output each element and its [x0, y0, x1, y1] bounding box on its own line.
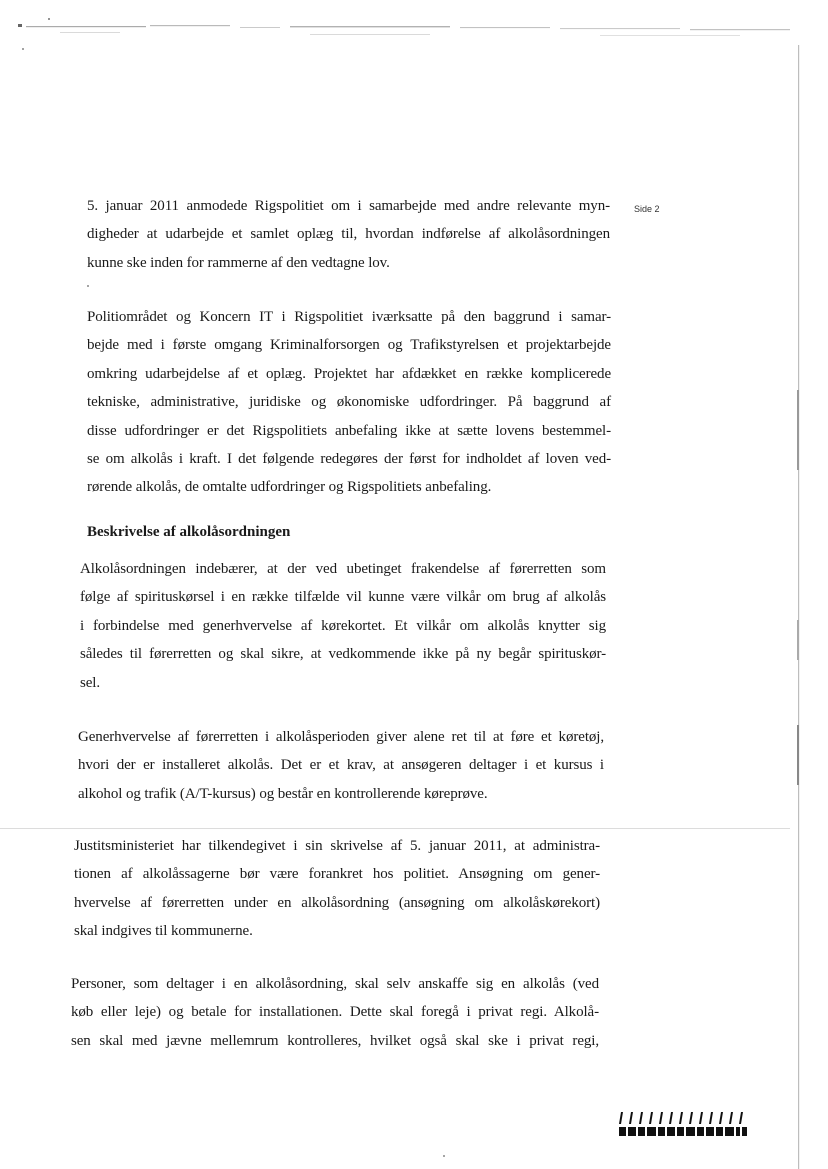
- paragraph-1: [87, 192, 610, 277]
- text-line: køb eller leje) og betale for installationen. Dette skal foregå i privat regi. Alkolå-: [71, 1004, 599, 1021]
- barcode-mark: [618, 1110, 748, 1140]
- text-line: i forbindelse med generhvervelse af kørekortet. Et vilkår om alkolås knytter sig: [80, 617, 606, 634]
- paragraph-5: [74, 832, 600, 946]
- scan-dot: [443, 1155, 445, 1157]
- text-line: tionen af alkolåssagerne bør være forankret hos politiet. Ansøgning om gener-: [74, 866, 600, 883]
- text-line: sen skal med jævne mellemrum kontrolleres, hvilket også skal ske i privat regi,: [71, 1032, 599, 1049]
- page-number-label: Side 2: [634, 204, 660, 214]
- text-line: således til førerretten og skal sikre, at vedkommende ikke på ny begår spirituskør-: [80, 646, 606, 663]
- scan-line-artifact: [0, 828, 790, 829]
- text-line: kunne ske inden for rammerne af den vedtagne lov.: [87, 254, 390, 271]
- text-line: bejde med i første omgang Kriminalforsorgen og Trafikstyrelsen et projektarbejde: [87, 337, 611, 354]
- paragraph-3: [80, 555, 606, 697]
- scan-edge-right: [796, 45, 802, 1169]
- text-line: hvervelse af førerretten under en alkolåsordning (ansøgning om alkolåskørekort): [74, 894, 600, 911]
- text-line: Justitsministeriet har tilkendegivet i sin skrivelse af 5. januar 2011, at administra-: [74, 838, 600, 854]
- scan-dot: [87, 285, 89, 287]
- text-line: skal indgives til kommunerne.: [74, 923, 253, 940]
- paragraph-2: [87, 303, 611, 502]
- text-line: følge af spirituskørsel i en række tilfælde vil kunne være vilkår om brug af alkolås: [80, 589, 606, 606]
- text-line: rørende alkolås, de omtalte udfordringer og Rigspolitiets anbefaling.: [87, 479, 492, 496]
- text-line: Personer, som deltager i en alkolåsordning, skal selv anskaffe sig en alkolås (ved: [71, 976, 599, 992]
- text-line: sel.: [80, 674, 101, 691]
- text-line: Politiområdet og Koncern IT i Rigspolitiet iværksatte på den baggrund i samar-: [87, 309, 611, 325]
- text-line: digheder at udarbejde et samlet oplæg til, hvordan indførelse af alkolåsordningen: [87, 226, 610, 243]
- text-line: disse udfordringer er det Rigspolitiets anbefaling ikke at sætte lovens bestemmel-: [87, 422, 611, 439]
- text-line: 5. januar 2011 anmodede Rigspolitiet om i samarbejde med andre relevante myn-: [87, 198, 610, 214]
- section-heading: Beskrivelse af alkolåsordningen: [87, 524, 291, 540]
- text-line: tekniske, administrative, juridiske og økonomiske udfordringer. På baggrund af: [87, 394, 611, 411]
- paragraph-6: [71, 970, 599, 1055]
- text-line: Generhvervelse af førerretten i alkolåsperioden giver alene ret til at føre et køretøj,: [78, 729, 604, 745]
- scan-noise-top: [0, 18, 828, 58]
- text-line: hvori der er installeret alkolås. Det er et krav, at ansøgeren deltager i et kursus i: [78, 757, 604, 774]
- text-line: Alkolåsordningen indebærer, at der ved ubetinget frakendelse af førerretten som: [80, 561, 606, 577]
- paragraph-4: [78, 723, 604, 808]
- text-line: omkring udarbejdelse af et oplæg. Projektet har afdækket en række komplicerede: [87, 365, 611, 382]
- text-line: se om alkolås i kraft. I det følgende redegøres der først for indholdet af loven ved-: [87, 451, 611, 468]
- text-line: alkohol og trafik (A/T-kursus) og består en kontrollerende køreprøve.: [78, 785, 488, 802]
